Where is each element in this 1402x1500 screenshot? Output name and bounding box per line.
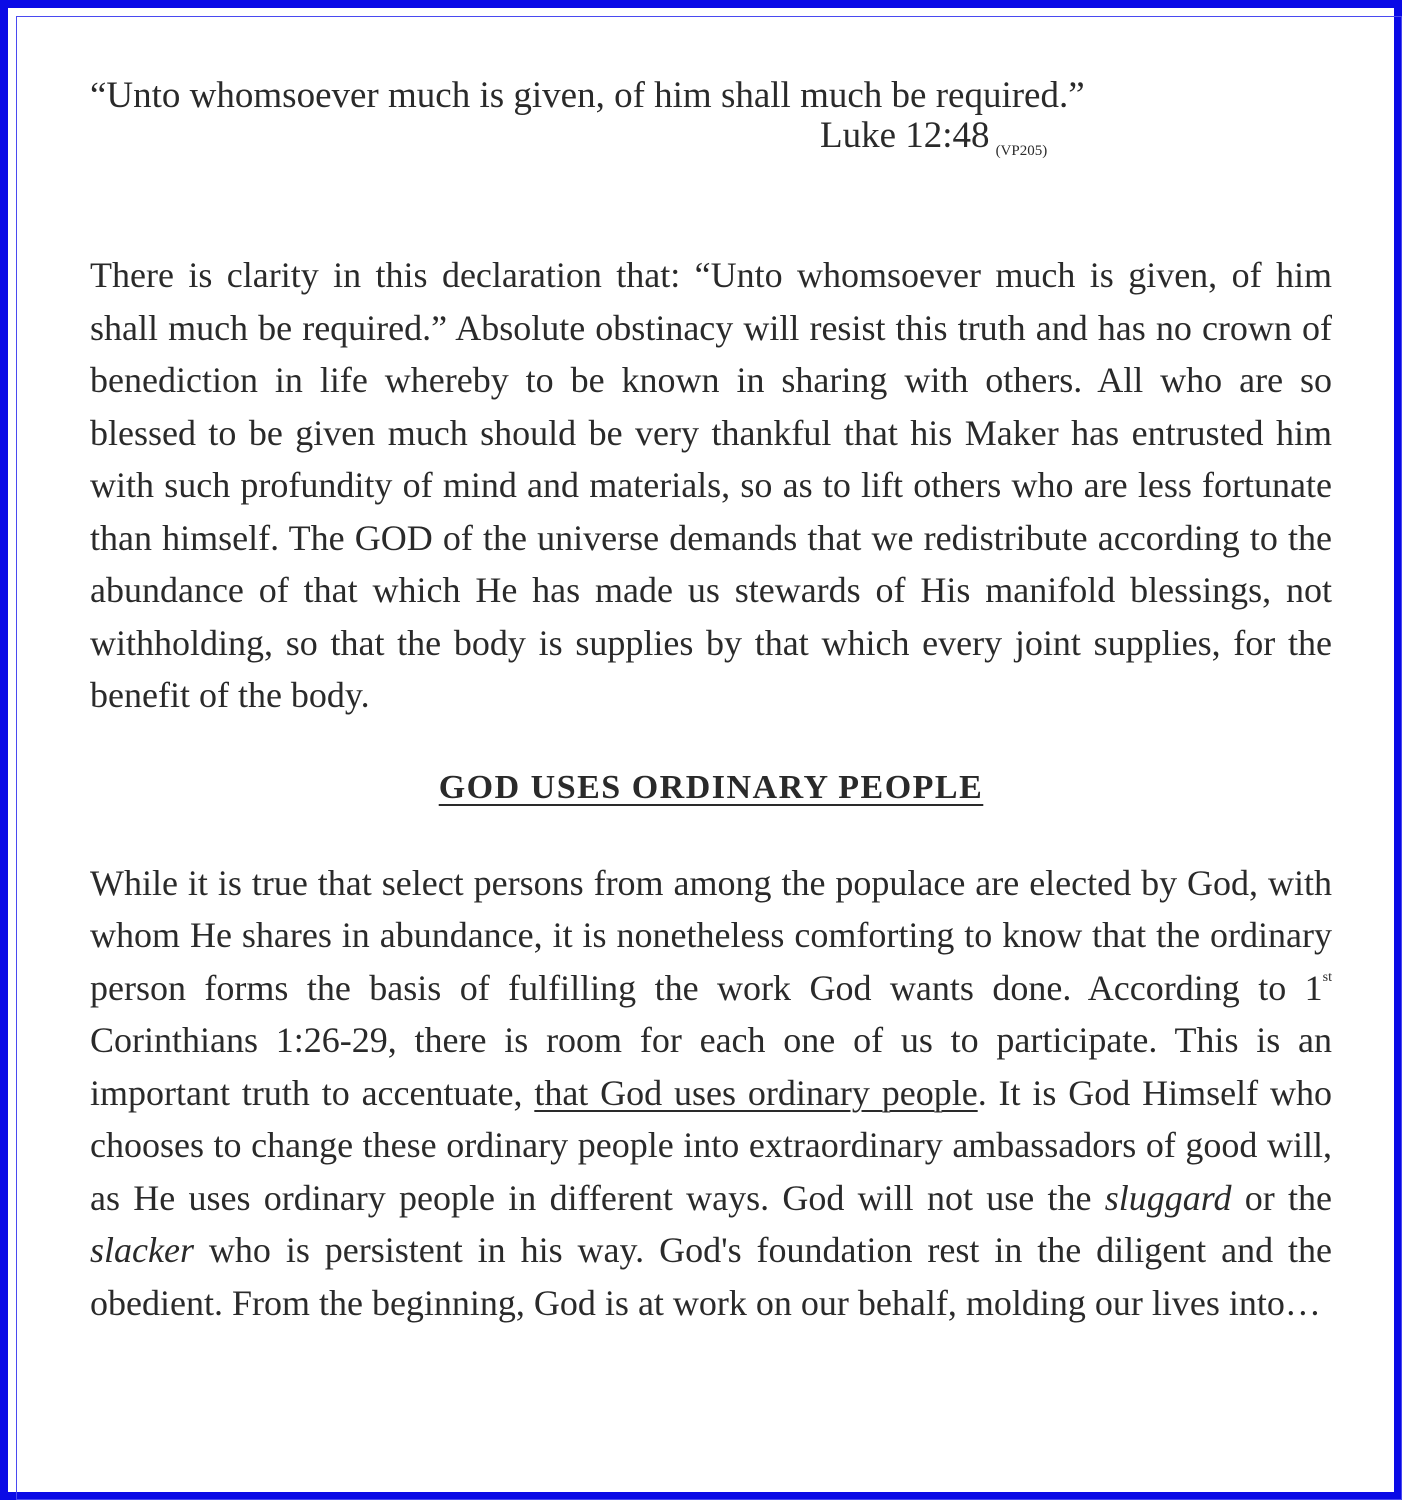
section-heading: GOD USES ORDINARY PEOPLE xyxy=(438,768,984,806)
paragraph-2-part-1: While it is true that select persons from among the populace are elected by God, with whom He shares in abundance, it is nonetheless comforting to know that the ordinary person forms the basis of fulfilling the work God wants done. According to 1 xyxy=(90,862,1332,1008)
epigraph-reference-line xyxy=(90,115,1332,159)
epigraph-quote: “Unto whomsoever much is given, of him shall much be required.” xyxy=(90,75,1085,116)
paragraph-2-part-2: Corinthians 1:26-29, there is room for each one of us to participate. This is an important truth to accentuate, xyxy=(90,1020,1332,1113)
paragraph-2-part-5: who is persistent in his way. God's foundation rest in the diligent and the obedient. From the beginning, God is at work on our behalf, molding our lives into… xyxy=(90,1230,1332,1323)
paragraph-2 xyxy=(90,857,1332,1330)
reference-text: Luke 12:48 xyxy=(820,115,990,156)
underlined-phrase: that God uses ordinary people xyxy=(534,1072,978,1113)
reference-code: (VP205) xyxy=(995,143,1048,159)
paragraph-2-part-4: or the xyxy=(1231,1177,1332,1218)
italic-slacker: slacker xyxy=(90,1230,194,1270)
epigraph-reference xyxy=(820,116,1047,163)
italic-sluggard: sluggard xyxy=(1104,1177,1232,1218)
paragraph-2-part-3: . It is God Himself who chooses to change these ordinary people into extraordinary ambassadors of good will, as He uses ordinary people in different ways. God will not use the xyxy=(90,1072,1332,1218)
document-content xyxy=(90,76,1332,1329)
ordinal-superscript: st xyxy=(1322,969,1332,985)
paragraph-1: There is clarity in this declaration that: “Unto whomsoever much is given, of him shall much be required.” Absolute obstinacy will resist this truth and has no crown of benediction in life whereby to be known in sharing with others. All who are so blessed to be given much should be very thankful that his Maker has entrusted him with such profundity of mind and materials, so as to lift others who are less fortunate than himself. The GOD of the universe demands that we redistribute according to the abundance of that which He has made us stewards of His manifold blessings, not withholding, so that the body is supplies by that which every joint supplies, for the benefit of the body. xyxy=(90,255,1332,715)
